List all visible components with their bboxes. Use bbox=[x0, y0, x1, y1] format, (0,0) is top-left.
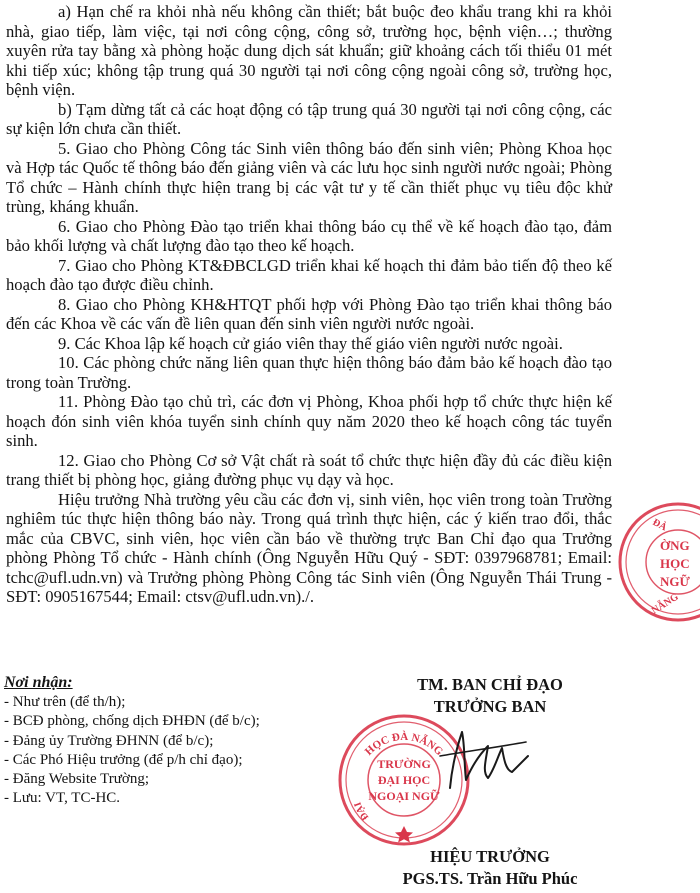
partial-stamp-text: HỌC bbox=[660, 556, 690, 571]
stamp-star-icon bbox=[395, 826, 413, 843]
signer-name: PGS.TS. Trần Hữu Phúc bbox=[402, 869, 578, 888]
recipient-item: - Như trên (để th/h); bbox=[4, 694, 126, 711]
document-body bbox=[6, 2, 612, 607]
signer-position: HIỆU TRƯỞNG bbox=[430, 847, 550, 866]
recipients-heading: Nơi nhận: bbox=[4, 674, 73, 691]
paragraph-6: 6. Giao cho Phòng Đào tạo triển khai thông báo cụ thể về kế hoạch đào tạo, đảm bảo khối lượng và chất lượng đào tạo theo kế hoạch. bbox=[6, 216, 612, 255]
paragraph-7: 7. Giao cho Phòng KT&ĐBCLGD triển khai kế hoạch thi đảm bảo tiến độ theo kế hoạch đào tạo được điều chỉnh. bbox=[6, 255, 612, 294]
signature-title-2: TRƯỞNG BAN bbox=[433, 697, 547, 716]
paragraph-8: 8. Giao cho Phòng KH&HTQT phối hợp với Phòng Đào tạo triển khai thông báo đến các Khoa về các vấn đề liên quan đến sinh viên người nước ngoài. bbox=[6, 294, 612, 333]
paragraph-11: 11. Phòng Đào tạo chủ trì, các đơn vị Phòng, Khoa phối hợp tổ chức thực hiện kế hoạch đón sinh viên khóa tuyển sinh chính quy năm 2020 theo kế hoạch công tác tuyển sinh. bbox=[6, 392, 612, 450]
stamp-line-1: TRƯỜNG bbox=[377, 757, 431, 771]
recipients-list bbox=[4, 693, 364, 808]
partial-stamp-text: ĐÀ bbox=[650, 516, 669, 534]
paragraph-12: 12. Giao cho Phòng Cơ sở Vật chất rà soát tổ chức thực hiện đầy đủ các điều kiện trang thiết bị phòng học, giảng đường phục vụ dạy và học. bbox=[6, 450, 612, 489]
paragraph-4b: b) Tạm dừng tất cả các hoạt động có tập trung quá 30 người tại nơi công cộng, các sự kiện lớn chưa cần thiết. bbox=[6, 99, 612, 138]
partial-stamp-text: NGỮ bbox=[660, 574, 690, 589]
paragraph-10: 10. Các phòng chức năng liên quan thực hiện thông báo đảm bảo kế hoạch đào tạo trong toàn Trường. bbox=[6, 353, 612, 392]
stamp-line-3: NGOẠI NGỮ bbox=[368, 789, 440, 803]
recipient-item: - Các Phó Hiệu trưởng (để p/h chỉ đạo); bbox=[4, 751, 243, 768]
stamp-arc-left: ĐẠI bbox=[352, 800, 372, 823]
recipient-item: - BCĐ phòng, chống dịch ĐHĐN (để b/c); bbox=[4, 713, 260, 730]
recipient-item: - Đăng Website Trường; bbox=[4, 771, 149, 788]
partial-stamp-text: NẴNG bbox=[649, 591, 681, 617]
stamp-arc-text: HỌC ĐÀ NẴNG bbox=[362, 730, 446, 758]
stamp-line-2: ĐẠI HỌC bbox=[377, 773, 431, 787]
signature-title-1: TM. BAN CHỈ ĐẠO bbox=[417, 675, 563, 694]
paragraph-closing: Hiệu trưởng Nhà trường yêu cầu các đơn vị, sinh viên, học viên trong toàn Trường nghiêm túc thực hiện thông báo này. Trong quá trình thực hiện, các ý kiến trao đổi, thắc mắc của CBVC, sinh viên, học viên cần báo về thường trực Ban Chỉ đạo qua Trưởng phòng Phòng Tổ chức - Hành chính (Ông Nguyễn Hữu Quý - SĐT: 0397968781; Email: tchc@ufl.udn.vn) và Trưởng phòng Phòng Công tác Sinh viên (Ông Nguyễn Thái Trung - SĐT: 0905167544; Email: ctsv@ufl.udn.vn)./. bbox=[6, 489, 612, 606]
partial-stamp bbox=[600, 500, 700, 624]
partial-stamp-text: ỜNG bbox=[660, 538, 690, 553]
paragraph-5: 5. Giao cho Phòng Công tác Sinh viên thông báo đến sinh viên; Phòng Khoa học và Hợp tác Quốc tế thông báo đến giảng viên và các lưu học sinh người nước ngoài; Phòng Tổ chức – Hành chính thực hiện trang bị các vật tư y tế cần thiết phục vụ tiêu độc khử trùng, kháng khuẩn. bbox=[6, 138, 612, 216]
recipient-item: - Lưu: VT, TC-HC. bbox=[4, 790, 121, 807]
paragraph-9: 9. Các Khoa lập kế hoạch cử giáo viên thay thế giáo viên người nước ngoài. bbox=[58, 333, 563, 353]
paragraph-4a: a) Hạn chế ra khỏi nhà nếu không cần thiết; bắt buộc đeo khẩu trang khi ra khỏi nhà, giao tiếp, làm việc, tại nơi công cộng, công sở, trường học, bệnh viện…; thường xuyên rửa tay bằng xà phòng hoặc dung dịch sát khuẩn; giữ khoảng cách tối thiểu 01 mét khi tiếp xúc; không tập trung quá 30 người tại nơi công cộng ngoài công sở, trường học, bệnh viện. bbox=[6, 2, 612, 99]
recipient-item: - Đảng ủy Trường ĐHNN (để b/c); bbox=[4, 732, 214, 749]
recipients-block bbox=[4, 673, 364, 808]
handwritten-signature bbox=[432, 726, 532, 796]
